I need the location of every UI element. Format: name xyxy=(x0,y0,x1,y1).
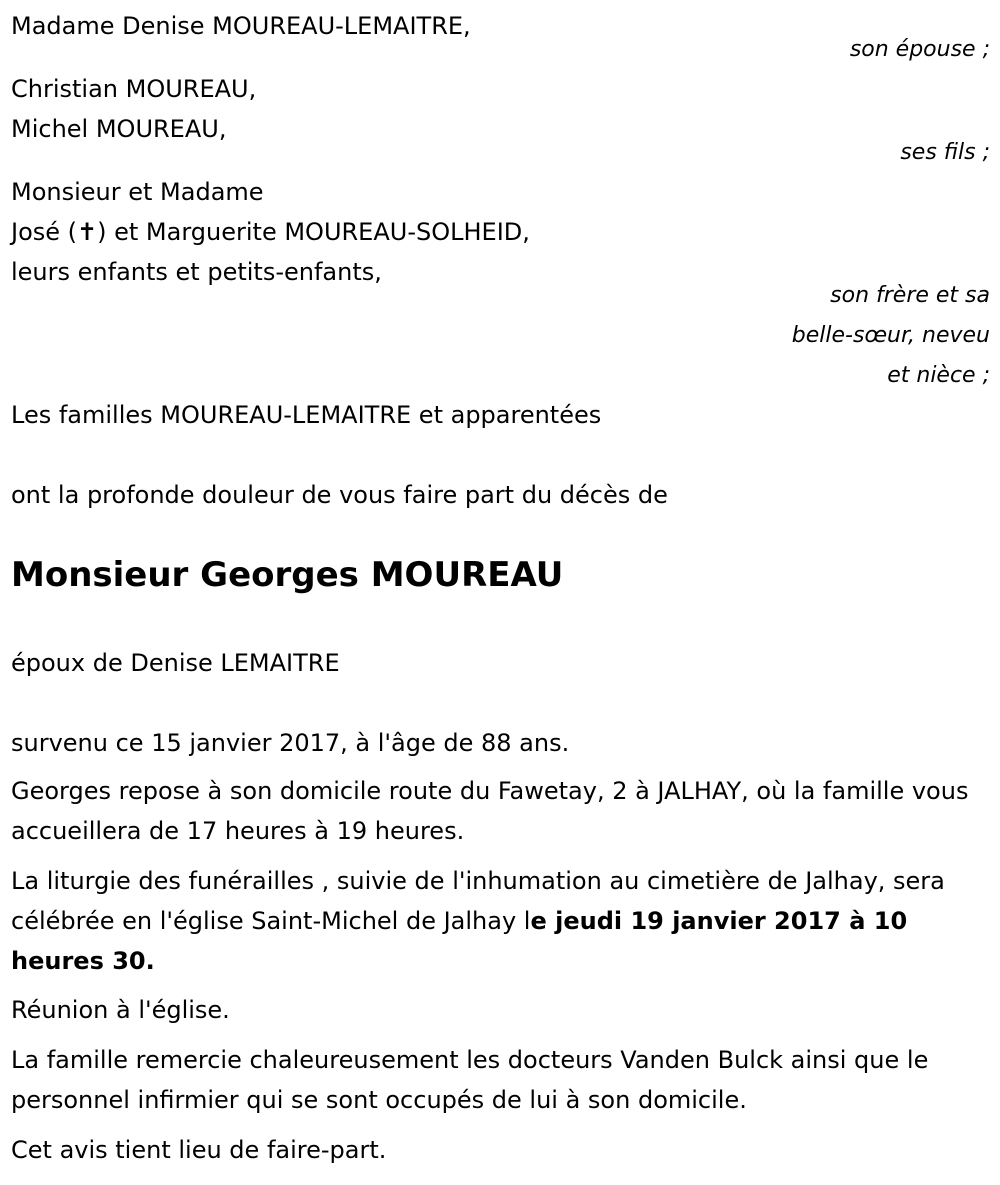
brother-role-line-1: son frère et sa xyxy=(830,283,990,308)
closing-line: Cet avis tient lieu de faire-part. xyxy=(11,1136,387,1164)
brother-role-line-3: et nièce ; xyxy=(887,363,990,388)
brother-role-line-2: belle-sœur, neveu xyxy=(791,323,990,348)
spouse-line: époux de Denise LEMAITRE xyxy=(11,649,340,677)
brother-line-3: leurs enfants et petits-enfants, xyxy=(11,258,382,286)
son-line-michel: Michel MOUREAU, xyxy=(11,115,227,143)
death-line: survenu ce 15 janvier 2017, à l'âge de 88 ans. xyxy=(11,729,570,757)
thanks-paragraph: La famille remercie chaleureusement les docteurs Vanden Bulck ainsi que le personnel infirmier qui se sont occupés de lui à son domicile. xyxy=(11,1046,929,1114)
wife-role: son épouse ; xyxy=(849,37,990,62)
liturgy-date-time: e jeudi 19 janvier 2017 à 10 heures 30. xyxy=(11,907,908,975)
deceased-name: Monsieur Georges MOUREAU xyxy=(11,555,564,595)
announcement-intro: ont la profonde douleur de vous faire part du décès de xyxy=(11,481,668,509)
families-line: Les familles MOUREAU-LEMAITRE et apparentées xyxy=(11,401,602,429)
brother-line-1: Monsieur et Madame xyxy=(11,178,264,206)
liturgy-text: La liturgie des funérailles , suivie de l'inhumation au cimetière de Jalhay, sera célébrée en l'église Saint-Michel de Jalhay l xyxy=(11,867,945,935)
brother-line-2: José (✝) et Marguerite MOUREAU-SOLHEID, xyxy=(11,218,530,246)
liturgy-paragraph xyxy=(11,861,996,981)
reunion-line: Réunion à l'église. xyxy=(11,996,230,1024)
sons-role: ses fils ; xyxy=(900,140,990,165)
repose-paragraph: Georges repose à son domicile route du Fawetay, 2 à JALHAY, où la famille vous accueillera de 17 heures à 19 heures. xyxy=(11,777,969,845)
wife-line: Madame Denise MOUREAU-LEMAITRE, xyxy=(11,12,471,40)
son-line-christian: Christian MOUREAU, xyxy=(11,75,257,103)
